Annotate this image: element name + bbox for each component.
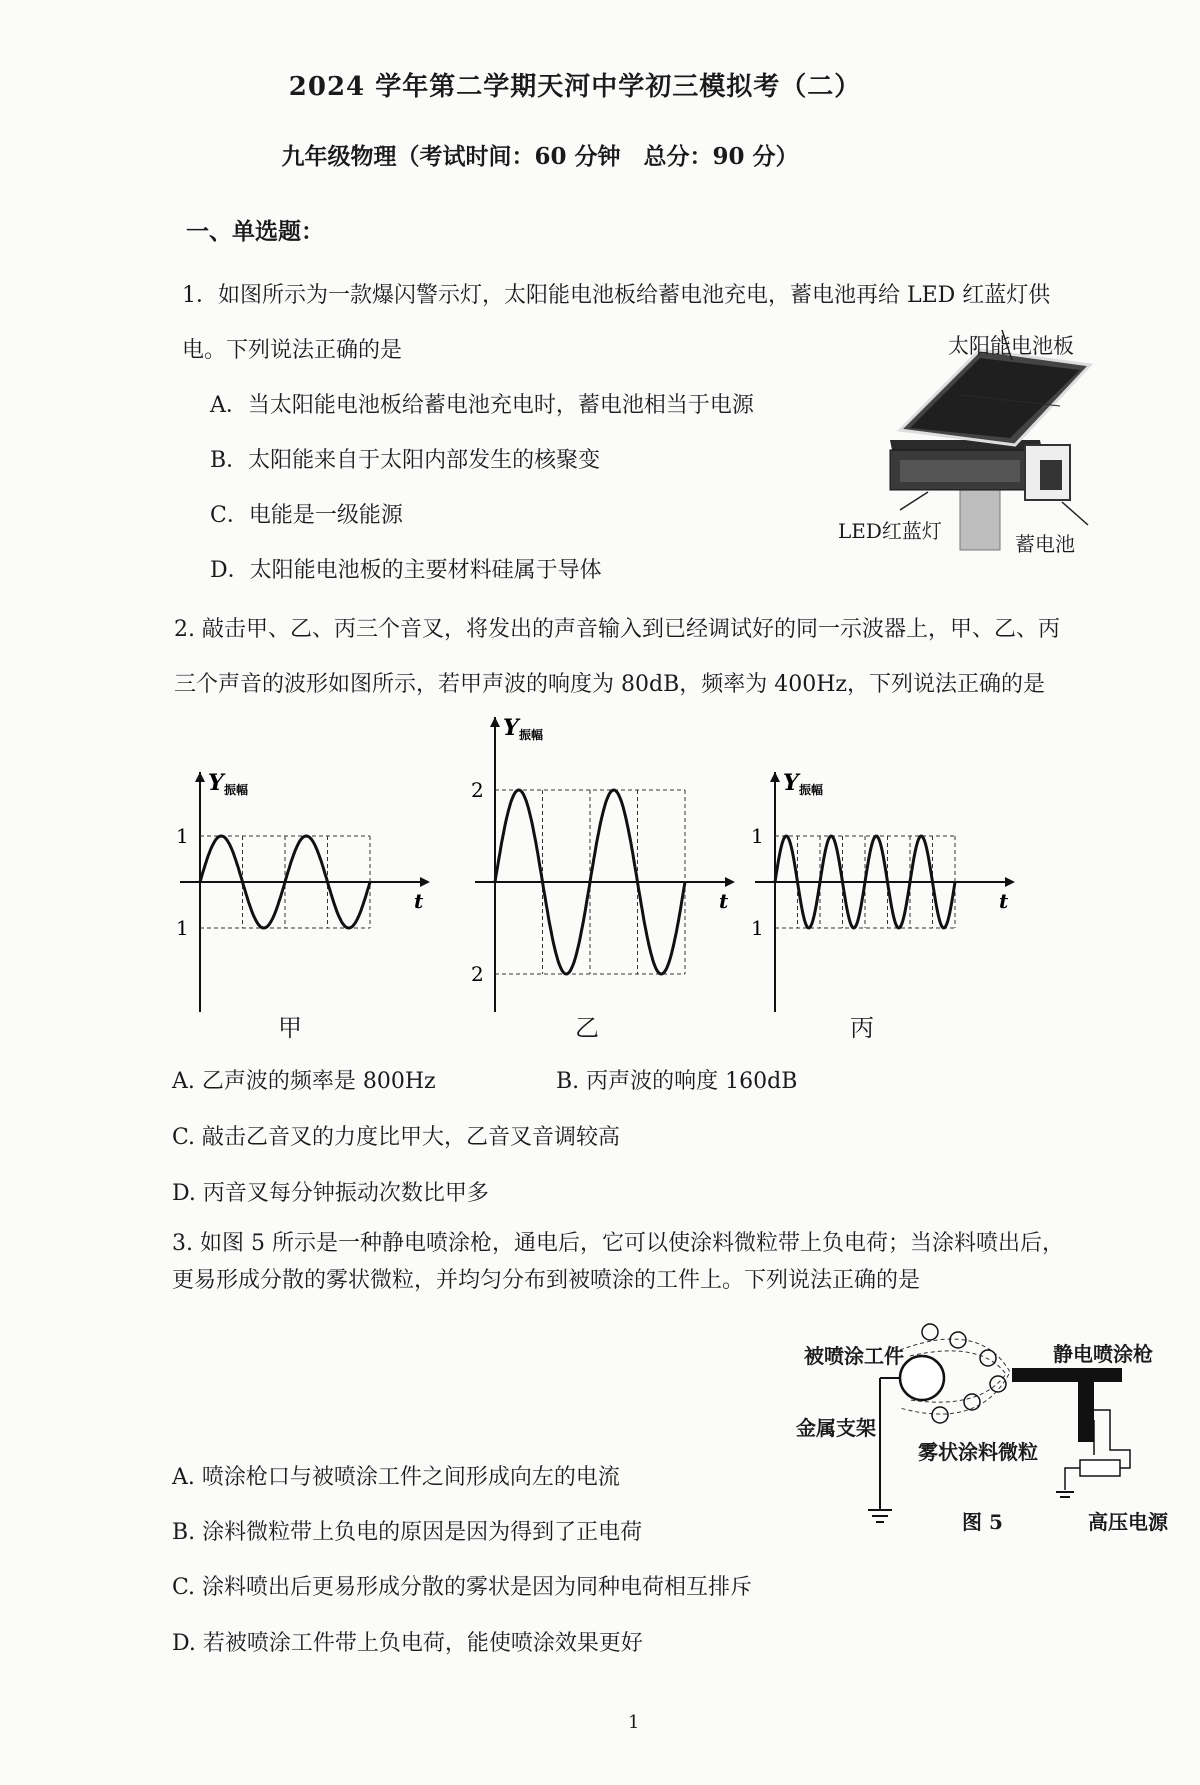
graph-tick-bottom: 2	[471, 962, 484, 986]
graph-caption-jia: 甲	[278, 1014, 302, 1042]
graph-caption-bing: 丙	[850, 1014, 874, 1042]
graph-y-sublabel: 振幅	[799, 783, 824, 797]
page-subtitle: 九年级物理（考试时间：60 分钟 总分：90 分）	[281, 143, 799, 170]
label-figure-number: 图 5	[962, 1510, 1003, 1534]
page-number: 1	[628, 1712, 640, 1733]
q2-option-a[interactable]: A. 乙声波的频率是 800Hz	[172, 1069, 436, 1094]
q1-option-c[interactable]: C．电能是一级能源	[210, 503, 403, 528]
graph-y-arrow	[770, 772, 780, 782]
q1-option-d[interactable]: D．太阳能电池板的主要材料硅属于导体	[210, 558, 602, 583]
graph-tick-bottom: 1	[751, 916, 764, 940]
q2-option-c[interactable]: C. 敲击乙音叉的力度比甲大，乙音叉音调较高	[172, 1125, 621, 1150]
graph-tick-top: 1	[176, 824, 189, 848]
section-heading: 一、单选题：	[186, 218, 324, 245]
q1-option-b[interactable]: B．太阳能来自于太阳内部发生的核聚变	[210, 448, 601, 473]
q1-stem-line2: 电。下列说法正确的是	[182, 338, 403, 363]
q3-option-b[interactable]: B. 涂料微粒带上负电的原因是因为得到了正电荷	[172, 1520, 643, 1545]
graph-x-arrow	[1005, 877, 1015, 887]
label-power-supply: 高压电源	[1088, 1510, 1168, 1534]
q3-option-c[interactable]: C. 涂料喷出后更易形成分散的雾状是因为同种电荷相互排斥	[172, 1575, 753, 1600]
q3-stem-line1: 3. 如图 5 所示是一种静电喷涂枪，通电后，它可以使涂料微粒带上负电荷；当涂料喷出后，	[172, 1231, 1064, 1256]
graph-caption-yi: 乙	[575, 1014, 599, 1042]
label-led-light: LED红蓝灯	[838, 519, 942, 543]
graph-tick-bottom: 1	[176, 916, 189, 940]
label-battery: 蓄电池	[1015, 532, 1075, 556]
q2-stem-line1: 2. 敲击甲、乙、丙三个音叉，将发出的声音输入到已经调试好的同一示波器上，甲、乙、丙	[174, 617, 1060, 642]
graph-y-sublabel: 振幅	[519, 728, 544, 742]
graph-y-arrow	[195, 772, 205, 782]
graph-tick-top: 2	[471, 778, 484, 802]
q1-stem-line1: 1．如图所示为一款爆闪警示灯，太阳能电池板给蓄电池充电，蓄电池再给 LED 红蓝灯供	[182, 283, 1051, 308]
q3-option-a[interactable]: A. 喷涂枪口与被喷涂工件之间形成向左的电流	[172, 1465, 620, 1490]
graph-y-label: Y	[503, 715, 519, 741]
q2-stem-line2: 三个声音的波形如图所示，若甲声波的响度为 80dB，频率为 400Hz，下列说法正确的是	[174, 672, 1046, 697]
graph-x-label: t	[999, 889, 1009, 913]
label-metal-stand: 金属支架	[796, 1416, 876, 1440]
q1-option-a[interactable]: A．当太阳能电池板给蓄电池充电时，蓄电池相当于电源	[210, 393, 754, 418]
q2-option-d[interactable]: D. 丙音叉每分钟振动次数比甲多	[172, 1181, 489, 1206]
graph-x-arrow	[725, 877, 735, 887]
graph-y-sublabel: 振幅	[224, 783, 249, 797]
graph-y-label: Y	[208, 770, 224, 796]
label-spray-gun: 静电喷涂枪	[1053, 1342, 1153, 1366]
graph-x-label: t	[719, 889, 729, 913]
q2-option-b[interactable]: B. 丙声波的响度 160dB	[556, 1069, 798, 1094]
graph-x-label: t	[414, 889, 424, 913]
page-title: 2024 学年第二学期天河中学初三模拟考（二）	[288, 72, 862, 102]
label-spray-particles: 雾状涂料微粒	[918, 1440, 1038, 1464]
label-workpiece: 被喷涂工件	[804, 1344, 904, 1368]
waveform-graphs	[160, 712, 1020, 1042]
q3-option-d[interactable]: D. 若被喷涂工件带上负电荷，能使喷涂效果更好	[172, 1631, 643, 1656]
graph-x-arrow	[420, 877, 430, 887]
graph-y-arrow	[490, 717, 500, 727]
graph-tick-top: 1	[751, 824, 764, 848]
graph-y-label: Y	[783, 770, 799, 796]
label-solar-panel: 太阳能电池板	[948, 334, 1074, 358]
q3-stem-line2: 更易形成分散的雾状微粒，并均匀分布到被喷涂的工件上。下列说法正确的是	[172, 1268, 921, 1293]
